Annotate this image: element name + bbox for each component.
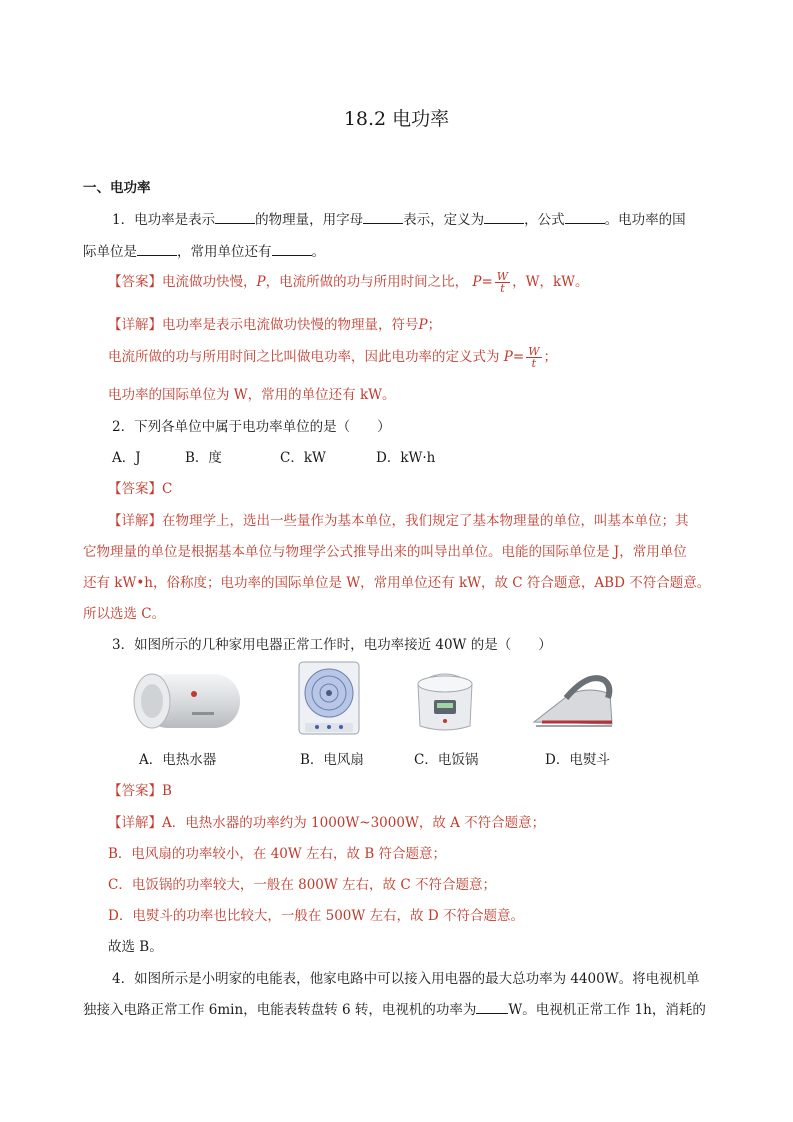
detail-text: 电流所做的功与所用时间之比叫做电功率，因此电功率的定义式为 xyxy=(108,349,500,365)
q3-stem: 3．如图所示的几种家用电器正常工作时，电功率接近 40W 的是（ ） xyxy=(112,637,552,653)
q2-detail-4: 所以选选 C。 xyxy=(83,606,166,622)
q1-line2 xyxy=(83,240,325,260)
formula-numerator: W xyxy=(528,345,540,358)
formula-denominator: t xyxy=(500,282,505,295)
q1-detail-3: 电功率的国际单位为 W，常用的单位还有 kW。 xyxy=(108,387,396,403)
q2-option-b: B．度 xyxy=(185,450,222,466)
formula-lhs: P= xyxy=(472,274,493,290)
q3-option-c: C．电饭锅 xyxy=(414,752,479,768)
detail-tag: 【详解】 xyxy=(108,317,162,333)
electric-iron-image xyxy=(530,664,616,732)
answer-symbol: P xyxy=(256,274,266,290)
q4-text: W。电视机正常工作 1h，消耗的 xyxy=(508,1002,706,1018)
q2-detail-1 xyxy=(108,509,689,529)
q1-text: 表示，定义为 xyxy=(403,212,485,228)
q1-detail-1 xyxy=(108,313,441,333)
q2-detail-3: 还有 kW•h，俗称度；电功率的国际单位是 W，常用单位还有 kW，故 C 符合题意，ABD 不符合题意。 xyxy=(83,575,711,591)
water-heater-image xyxy=(128,664,246,734)
q1-text: 。电功率的国 xyxy=(604,212,686,228)
detail-text: A．电热水器的功率约为 1000W~3000W，故 A 不符合题意； xyxy=(162,815,546,831)
q4-line2 xyxy=(83,998,706,1018)
q1-text: ，常用单位还有 xyxy=(177,244,272,260)
detail-text: 电功率是表示电流做功快慢的物理量，符号 xyxy=(162,317,419,333)
q1-blank-6 xyxy=(272,243,312,256)
detail-text: ； xyxy=(427,317,442,333)
q2-option-c: C．kW xyxy=(280,450,326,466)
answer-text: 电流做功快慢， xyxy=(162,274,257,290)
q1-text: 际单位是 xyxy=(83,244,137,260)
q1-text: 。 xyxy=(311,244,325,260)
formula-denominator: t xyxy=(531,357,537,370)
formula-fraction xyxy=(495,271,510,294)
q1-blank-2 xyxy=(363,211,403,224)
answer-tag: 【答案】 xyxy=(108,274,162,290)
q3-detail-3: C．电饭锅的功率较大，一般在 800W 左右，故 C 不符合题意； xyxy=(108,877,496,893)
q4-line1: 4．如图所示是小明家的电能表，他家电路中可以接入用电器的最大总功率为 4400W。将电视机单 xyxy=(112,971,700,987)
q1-detail-2 xyxy=(108,345,557,369)
q3-option-b: B．电风扇 xyxy=(300,752,364,768)
q3-option-a: A．电热水器 xyxy=(139,752,217,768)
detail-tag: 【详解】 xyxy=(108,513,162,529)
q1-blank-3 xyxy=(484,211,524,224)
q1-blank-1 xyxy=(215,211,255,224)
formula-fraction xyxy=(526,346,541,369)
electric-fan-image xyxy=(297,660,361,738)
answer-text: ，电流所做的功与所用时间之比， xyxy=(265,274,469,290)
formula-lhs: P= xyxy=(503,349,525,365)
answer-text: ，W，kW。 xyxy=(512,274,589,290)
q1-blank-5 xyxy=(137,243,177,256)
page-title: 18.2 电功率 xyxy=(343,108,450,130)
formula-numerator: W xyxy=(496,270,509,283)
q3-option-d: D．电熨斗 xyxy=(545,752,610,768)
q4-blank-1 xyxy=(476,1001,508,1014)
q1-line1 xyxy=(112,208,686,228)
q2-answer xyxy=(108,477,172,497)
answer-text: C xyxy=(162,481,173,497)
q3-answer xyxy=(108,779,172,799)
rice-cooker-image xyxy=(412,662,478,736)
q4-text: 独接入电路正常工作 6min，电能表转盘转 6 转，电视机的功率为 xyxy=(83,1002,477,1018)
q2-stem: 2．下列各单位中属于电功率单位的是（ ） xyxy=(112,419,391,435)
q1-text: 的物理量，用字母 xyxy=(255,212,364,228)
answer-tag: 【答案】 xyxy=(108,481,162,497)
q2-option-a: A．J xyxy=(112,450,141,466)
answer-text: B xyxy=(162,783,172,799)
detail-text: ； xyxy=(543,349,558,365)
q1-text: 1．电功率是表示 xyxy=(112,212,216,228)
q3-detail-2: B．电风扇的功率较小，在 40W 左右，故 B 符合题意； xyxy=(108,846,447,862)
detail-symbol: P xyxy=(418,317,428,333)
section-heading: 一、电功率 xyxy=(83,180,151,196)
q1-answer xyxy=(108,270,589,294)
detail-text: 在物理学上，选出一些量作为基本单位，我们规定了基本物理量的单位，叫基本单位；其 xyxy=(162,513,689,529)
answer-tag: 【答案】 xyxy=(108,783,162,799)
q2-option-d: D．kW·h xyxy=(376,450,436,466)
q2-detail-2: 它物理量的单位是根据基本单位与物理学公式推导出来的叫导出单位。电能的国际单位是 J，常用单位 xyxy=(83,544,687,560)
q1-blank-4 xyxy=(565,211,605,224)
detail-tag: 【详解】 xyxy=(108,815,162,831)
q3-detail-5: 故选 B。 xyxy=(108,939,163,955)
q3-detail-1 xyxy=(108,811,545,831)
q1-text: ，公式 xyxy=(524,212,565,228)
q3-detail-4: D．电熨斗的功率也比较大，一般在 500W 左右，故 D 不符合题意。 xyxy=(108,908,524,924)
